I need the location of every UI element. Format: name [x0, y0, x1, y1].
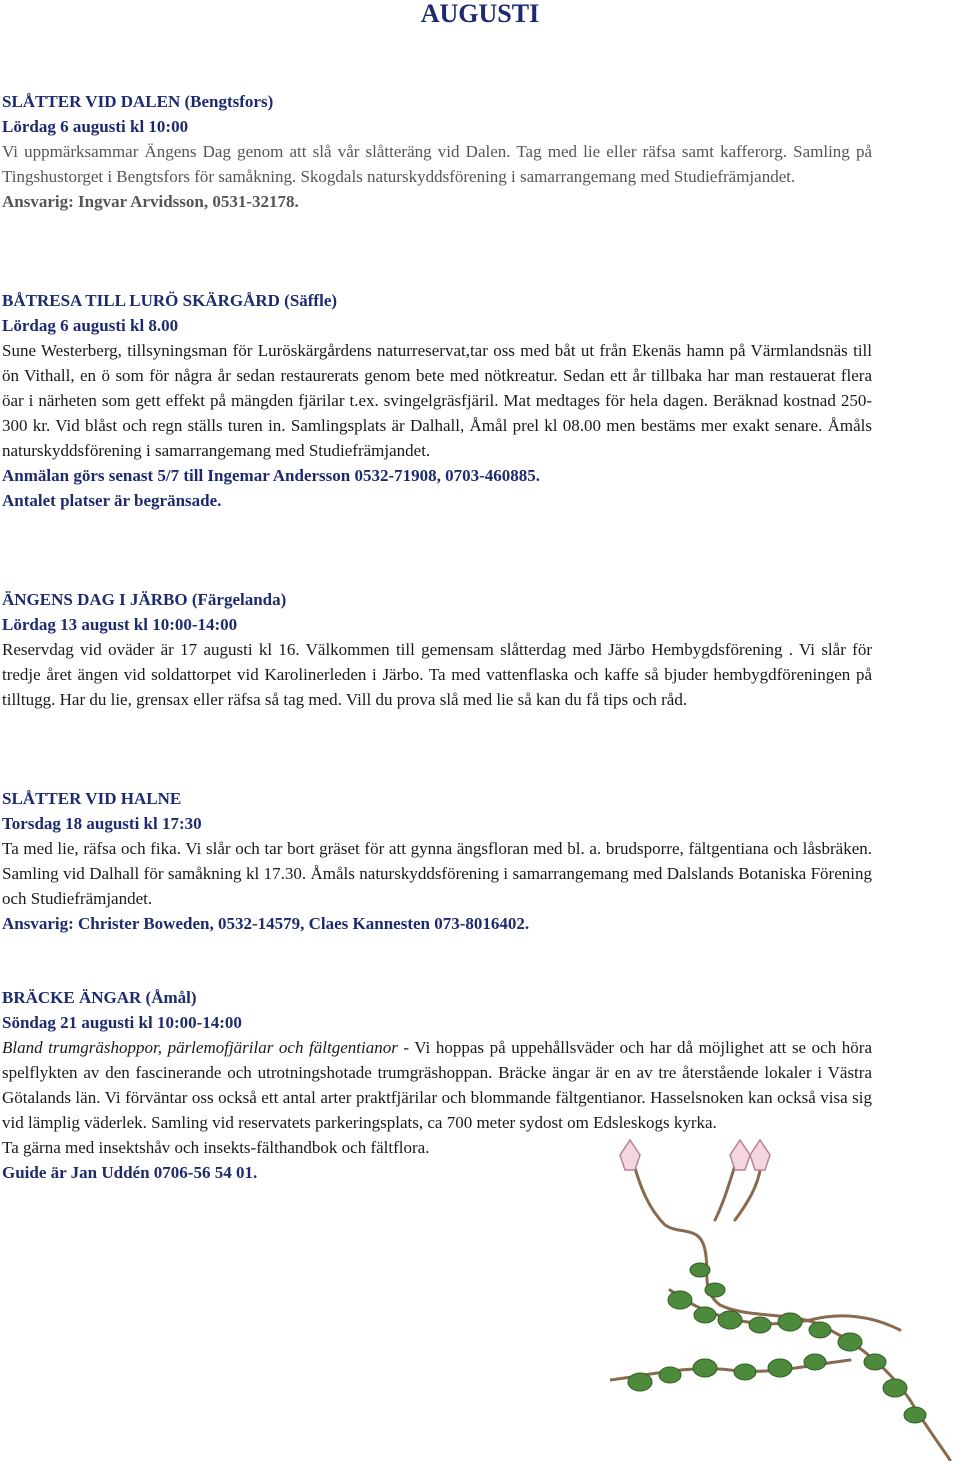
event-contact: Ansvarig: Christer Boweden, 0532-14579, Claes Kannesten 073-8016402. — [2, 914, 530, 933]
twinflower-illustration — [610, 1130, 960, 1461]
event-heading: SLÅTTER VID DALEN (Bengtsfors) — [2, 92, 274, 111]
event-description: Sune Westerberg, tillsyningsman för Luröskärgårdens naturreservat,tar oss med båt ut från Ekenäs hamn på Värmlandsnäs till ön Vithall, en ö som för några år sedan restaurerats genom bete med nötkreatur. Sedan ett år tillbaka har man restauerat flera öar i närheten som gett effekt på mängden fjärilar t.ex. svingelgräsfjäril. Mat medtages för hela dagen. Beräknad kostnad 250-300 kr. Vid blåst och regn ställs turen in. Samlingsplats är Dalhall, Åmål prel kl 08.00 men bestäms mer exakt senare. Åmåls naturskyddsförening i samarrangemang med Studiefrämjandet. — [2, 341, 872, 460]
event-slatter-halne — [2, 786, 872, 936]
event-description: Vi uppmärksammar Ängens Dag genom att slå vår slåtteräng vid Dalen. Tag med lie eller räfsa samt kafferorg. Samling på Tingshustorget i Bengtsfors för samåkning. Skogdals naturskyddsförening i samarrangemang med Studiefrämjandet. — [2, 142, 872, 186]
page-title: AUGUSTI — [420, 0, 540, 28]
event-description-rest: - Vi hoppas på uppehållsväder och har då möjlighet att se och höra spelflykten av den fascinerande och utrotningshotade trumgräshoppan. Bräcke ängar är en av tre återstående lokaler i Västra Götalands län. Vi förväntar oss också ett antal arter praktfjärilar och blommande fältgentianor. Hasselsnoken kan också visa sig vid lämplig väderlek. Samling vid reservatets parkeringsplats, ca 700 meter sydost om Edsleskogs kyrka. — [2, 1038, 872, 1132]
event-contact: Ansvarig: Ingvar Arvidsson, 0531-32178. — [2, 192, 299, 211]
event-date: Lördag 6 augusti kl 8.00 — [2, 316, 179, 335]
event-date: Söndag 21 augusti kl 10:00-14:00 — [2, 1013, 242, 1032]
event-heading: BÅTRESA TILL LURÖ SKÄRGÅRD (Säffle) — [2, 291, 338, 310]
event-batresa-luro — [2, 288, 872, 513]
event-heading: ÄNGENS DAG I JÄRBO (Färgelanda) — [2, 590, 287, 609]
event-contact: Anmälan görs senast 5/7 till Ingemar Andersson 0532-71908, 0703-460885. — [2, 466, 541, 485]
event-date: Lördag 6 augusti kl 10:00 — [2, 117, 189, 136]
event-description-italic: Bland trumgräshoppor, pärlemofjärilar och fältgentianor — [2, 1038, 398, 1057]
event-date: Torsdag 18 augusti kl 17:30 — [2, 814, 202, 833]
event-note: Antalet platser är begränsade. — [2, 491, 222, 510]
event-description — [2, 1035, 872, 1135]
event-heading: BRÄCKE ÄNGAR (Åmål) — [2, 988, 197, 1007]
event-description: Reservdag vid oväder är 17 augusti kl 16. Välkommen till gemensam slåtterdag med Järbo Hembygdsförening . Vi slår för tredje året ängen vid soldattorpet vid Karolinerleden i Järbo. Ta med vattenflaska och kaffe så bjuder hembygdföreningen på tilltugg. Har du lie, grensax eller räfsa så tag med. Vill du prova slå med lie så kan du få tips och råd. — [2, 640, 872, 709]
event-contact: Guide är Jan Uddén 0706-56 54 01. — [2, 1163, 258, 1182]
event-heading: SLÅTTER VID HALNE — [2, 789, 182, 808]
event-description-extra: Ta gärna med insektshåv och insekts-fälthandbok och fältflora. — [2, 1138, 430, 1157]
event-date: Lördag 13 august kl 10:00-14:00 — [2, 615, 238, 634]
event-description: Ta med lie, räfsa och fika. Vi slår och tar bort gräset för att gynna ängsfloran med bl. a. brudsporre, fältgentiana och låsbräken. Samling vid Dalhall för samåkning kl 17.30. Åmåls naturskyddsförening i samarrangemang med Dalslands Botaniska Förening och Studiefrämjandet. — [2, 839, 872, 908]
event-angens-dag-jarbo — [2, 587, 872, 712]
event-slatter-dalen — [2, 89, 872, 214]
